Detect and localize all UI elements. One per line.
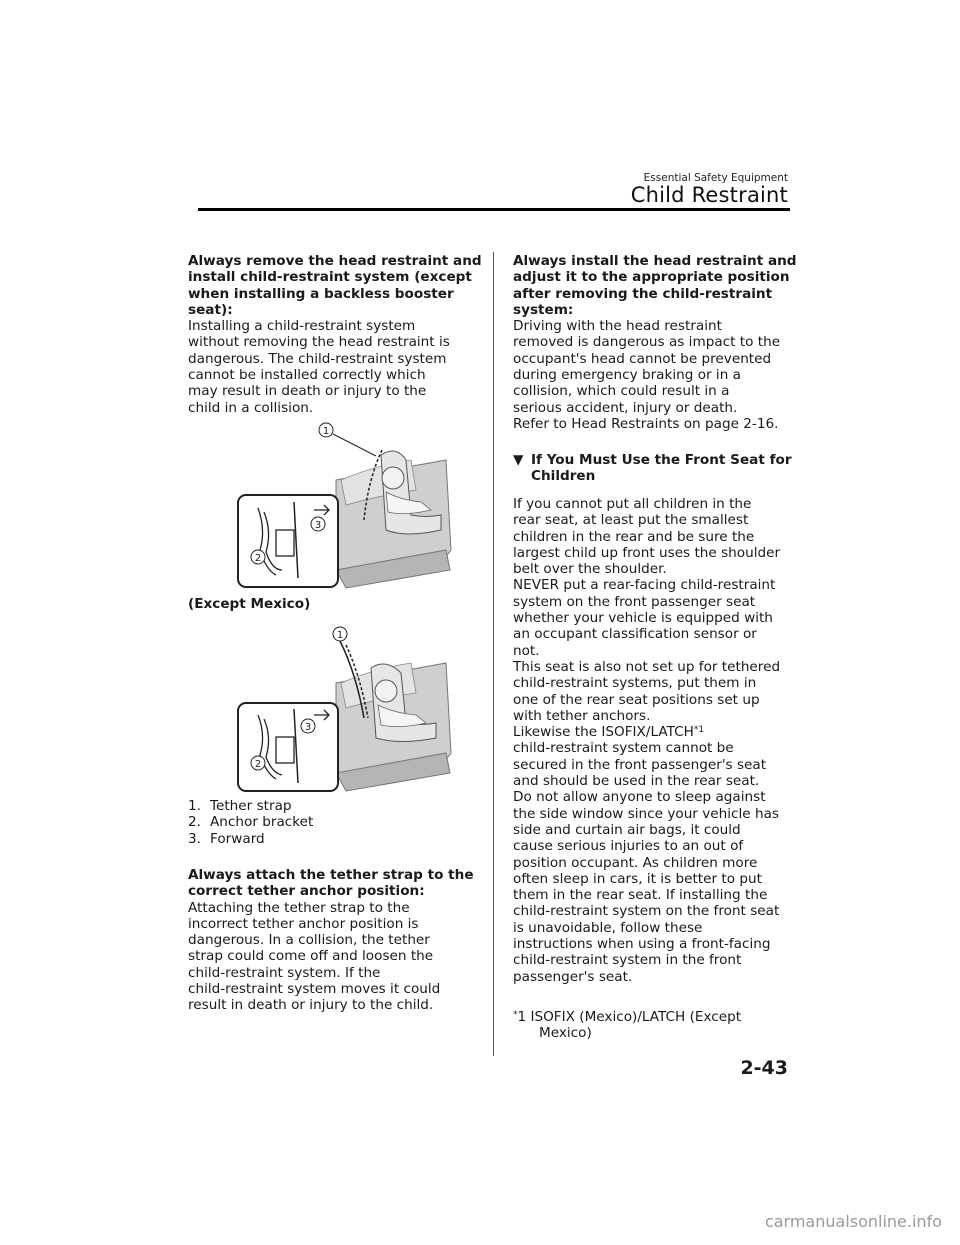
svg-text:3: 3 [304, 722, 312, 733]
text-line: is unavoidable, follow these [513, 919, 703, 936]
text-line: strap could come off and loosen the [188, 948, 434, 965]
legend-item: 3. Forward [188, 830, 265, 847]
text-line: may result in death or injury to the [188, 383, 427, 400]
text-line: adjust it to the appropriate position [513, 269, 790, 286]
text-line: rear seat, at least put the smallest [513, 512, 749, 529]
callout-2 [251, 550, 265, 564]
warning-remove-head-restraint [188, 253, 482, 416]
text-line: an occupant classification sensor or [513, 626, 757, 643]
legend-item: 1. Tether strap [188, 798, 292, 814]
text-line: largest child up front uses the shoulder [513, 544, 781, 561]
text-line: Always install the head restraint and [513, 253, 797, 269]
text-line: Do not allow anyone to sleep against [513, 789, 766, 806]
warning-install-head-restraint [513, 253, 803, 432]
subheading-front-seat-children: ▼ If You Must Use the Front Seat for Children [513, 452, 792, 485]
text-line: whether your vehicle is equipped with [513, 610, 773, 627]
text-line: correct tether anchor position: [188, 883, 425, 900]
text-line: If you cannot put all children in the [513, 496, 752, 512]
text-line: result in death or injury to the child. [188, 997, 434, 1014]
text-line: passenger's seat. [513, 968, 633, 985]
text-line: side and curtain air bags, it could [513, 821, 741, 838]
callout-1 [319, 423, 333, 437]
text-line: child-restraint system in the front [513, 952, 742, 969]
text-line: without removing the head restraint is [188, 334, 450, 351]
text-line: not. [513, 642, 540, 659]
front-seat-instructions: If you cannot put all children in the rear seat, at least put the smallest children in the rear and be sure the largest child up front uses the shoulder belt over the shoulder. NEVER put a rear-facing child-restraint system on the front passenger seat whether your vehicle is equipped with an occupant classification sensor or not. This seat is also not set up for tethered child-restraint systems, put them in one of the rear seat positions set up with tether anchors. Likewise the ISOFIX/LATCH$^{*1}$ child-restraint system cannot be secured in the front passenger's seat and should be used in the rear seat. Do not allow anyone to sleep against the side window since your vehicle has side and curtain air bags, it could cause serious injuries to an out of position occupant. As children more often sleep in cars, it is better to put them in the rear seat. If installing the child-restraint system on the front seat is unavoidable, follow these instructions when using a front-facing child-restraint system in the front passenger's seat. [513, 496, 803, 985]
text-line: children in the rear and be sure the [513, 528, 755, 545]
text-line: occupant's head cannot be prevented [513, 350, 772, 367]
text-line: during emergency braking or in a [513, 367, 741, 384]
text-line: secured in the front passenger's seat [513, 756, 767, 773]
text-line: child-restraint system. If the [188, 964, 381, 981]
text-line: install child-restraint system (except [188, 269, 472, 286]
text-line: cannot be installed correctly which [188, 367, 426, 384]
svg-text:2: 2 [254, 553, 262, 564]
text-line: dangerous. The child-restraint system [188, 350, 447, 367]
text-line: often sleep in cars, it is better to put [513, 870, 762, 887]
text-line: system: [513, 301, 574, 318]
column-divider [493, 252, 494, 1056]
text-line: the side window since your vehicle has [513, 805, 779, 822]
callout-1 [333, 627, 347, 641]
text-line: child-restraint systems, put them in [513, 675, 757, 692]
text-line: child-restraint system cannot be [513, 740, 734, 757]
text-line: with tether anchors. [513, 707, 651, 724]
text-line: child-restraint system moves it could [188, 981, 441, 998]
figure-caption-except-mexico: (Except Mexico) [188, 596, 311, 612]
text-line: position occupant. As children more [513, 854, 758, 871]
page-number: 2-43 [740, 1057, 788, 1079]
text-line: This seat is also not set up for tethered [513, 658, 781, 675]
callout-2 [251, 756, 265, 770]
text-line: NEVER put a rear-facing child-restraint [513, 577, 776, 594]
warning-tether-anchor-position [188, 867, 478, 1014]
text-line: Always attach the tether strap to the [188, 867, 474, 883]
text-line: Always remove the head restraint and [188, 253, 482, 269]
text-line: Refer to Head Restraints on page 2-16. [513, 415, 779, 432]
figure-rear-seat-tether-2 [236, 623, 456, 793]
text-line: belt over the shoulder. [513, 561, 667, 578]
footnote: *1 ISOFIX (Mexico)/LATCH (Except Mexico) [513, 1009, 742, 1042]
text-line: removed is dangerous as impact to the [513, 334, 781, 351]
text-line: and should be used in the rear seat. [513, 773, 760, 790]
text-line: child in a collision. [188, 399, 314, 416]
text-line: one of the rear seat positions set up [513, 691, 760, 708]
text-line: dangerous. In a collision, the tether [188, 932, 430, 949]
text-line: cause serious injuries to an out of [513, 838, 744, 855]
text-line: instructions when using a front-facing [513, 936, 771, 953]
text-line: child-restraint system on the front seat [513, 903, 780, 920]
chapter-title: Child Restraint [630, 183, 788, 207]
svg-text:1: 1 [322, 426, 330, 437]
text-line: system on the front passenger seat [513, 593, 756, 610]
text-line: seat): [188, 301, 233, 318]
section-title: Essential Safety Equipment [643, 172, 788, 184]
svg-text:1: 1 [336, 630, 344, 641]
footnote-ref: *1 [693, 725, 705, 736]
text-line: incorrect tether anchor position is [188, 915, 419, 932]
callout-3 [311, 517, 325, 531]
triangle-marker-icon: ▼ [513, 452, 524, 468]
figure-legend [188, 798, 313, 847]
legend-item: 2. Anchor bracket [188, 814, 314, 831]
text-line: serious accident, injury or death. [513, 399, 738, 416]
text-line: Installing a child-restraint system [188, 318, 416, 335]
text-line: after removing the child-restraint [513, 285, 773, 302]
text-line: Attaching the tether strap to the [188, 899, 410, 916]
text-line: Driving with the head restraint [513, 318, 722, 335]
text-line: collision, which could result in a [513, 383, 730, 400]
svg-text:3: 3 [314, 520, 322, 531]
header-rule [198, 208, 790, 211]
figure-rear-seat-tether-1 [236, 420, 456, 590]
text-line: them in the rear seat. If installing the [513, 887, 768, 904]
svg-text:2: 2 [254, 759, 262, 770]
text-line: when installing a backless booster [188, 285, 454, 302]
watermark: carmanualsonline.info [764, 1212, 942, 1231]
callout-3 [301, 719, 315, 733]
